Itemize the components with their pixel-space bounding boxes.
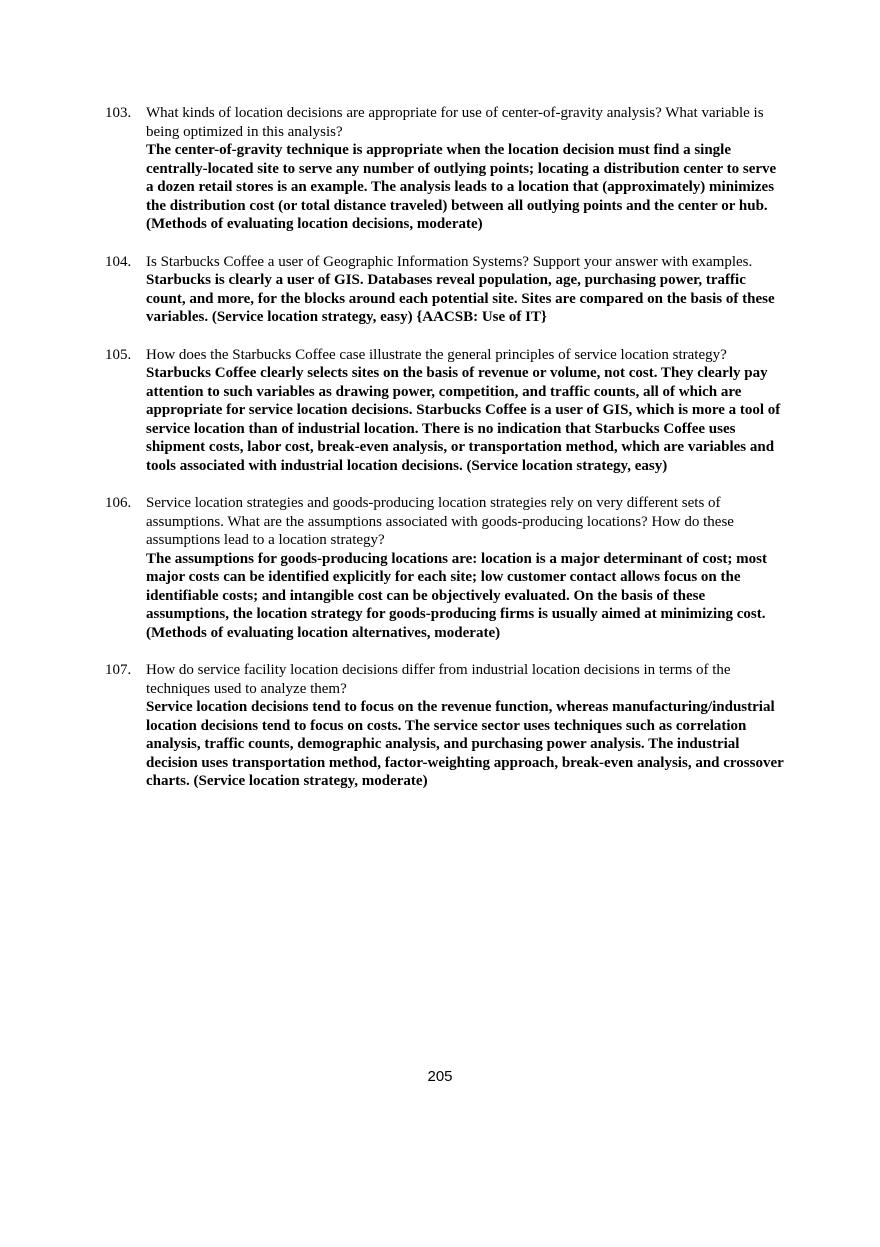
page-number: 205 [427, 1068, 453, 1085]
question-list [105, 104, 785, 810]
question-item-106 [105, 494, 785, 642]
answer-text: Starbucks is clearly a user of GIS. Databases reveal population, age, purchasing power, traffic count, and more, for the blocks around each potential site. Sites are compared on the basis of these variables. (Service location strategy, easy) {AACSB: Use of IT} [146, 272, 775, 325]
question-text: What kinds of location decisions are appropriate for use of center-of-gravity analysis? What variable is being optimized in this analysis? [146, 105, 764, 140]
question-number: 105. [105, 346, 132, 363]
question-number: 104. [105, 253, 132, 270]
question-number: 107. [105, 662, 132, 678]
answer-text: Service location decisions tend to focus on the revenue function, whereas manufacturing/industrial location decisions tend to focus on costs. The service sector uses techniques such as correlation analysis, traffic counts, demographic analysis, and purchasing power analysis. The industrial decision uses transportation method, factor-weighting approach, break-even analysis, and crossover charts. (Service location strategy, moderate) [146, 699, 784, 789]
question-text: How does the Starbucks Coffee case illustrate the general principles of service location strategy? [146, 346, 727, 363]
answer-text: The center-of-gravity technique is appropriate when the location decision must find a single centrally-located site to serve any number of outlying points; locating a distribution center to serve a dozen retail stores is an example. The analysis leads to a location that (approximately) minimizes the distribution cost (or total distance traveled) between all outlying points and the center or hub. (Methods of evaluating location decisions, moderate) [146, 142, 777, 232]
question-text: Is Starbucks Coffee a user of Geographic Information Systems? Support your answer with examples. [146, 253, 753, 270]
answer-text: Starbucks Coffee clearly selects sites on the basis of revenue or volume, not cost. They clearly pay attention to such variables as drawing power, competition, and traffic counts, all of which are appropriate for service location decisions. Starbucks Coffee is a user of GIS, which is more a tool of service location than of industrial location. There is no indication that Starbucks Coffee uses shipment costs, labor cost, break-even analysis, or transportation method, which are variables and tools associated with industrial location decisions. (Service location strategy, easy) [146, 365, 781, 474]
answer-text: The assumptions for goods-producing locations are: location is a major determinant of cost; most major costs can be identified explicitly for each site; low customer contact allows focus on the identifiable costs; and intangible cost can be objectively evaluated. On the basis of these assumptions, the location strategy for goods-producing firms is usually aimed at minimizing cost. (Methods of evaluating location alternatives, moderate) [146, 550, 767, 641]
question-item-105 [105, 346, 785, 476]
question-number: 103. [105, 105, 132, 121]
question-item-103 [105, 104, 785, 234]
question-text: How do service facility location decisions differ from industrial location decisions in terms of the techniques used to analyze them? [146, 662, 731, 697]
question-number: 106. [105, 495, 132, 511]
question-item-107 [105, 661, 785, 791]
question-text: Service location strategies and goods-producing location strategies rely on very different sets of assumptions. What are the assumptions associated with goods-producing locations? How do these assumptions lead to a location strategy? [146, 495, 734, 548]
question-item-104 [105, 253, 785, 327]
